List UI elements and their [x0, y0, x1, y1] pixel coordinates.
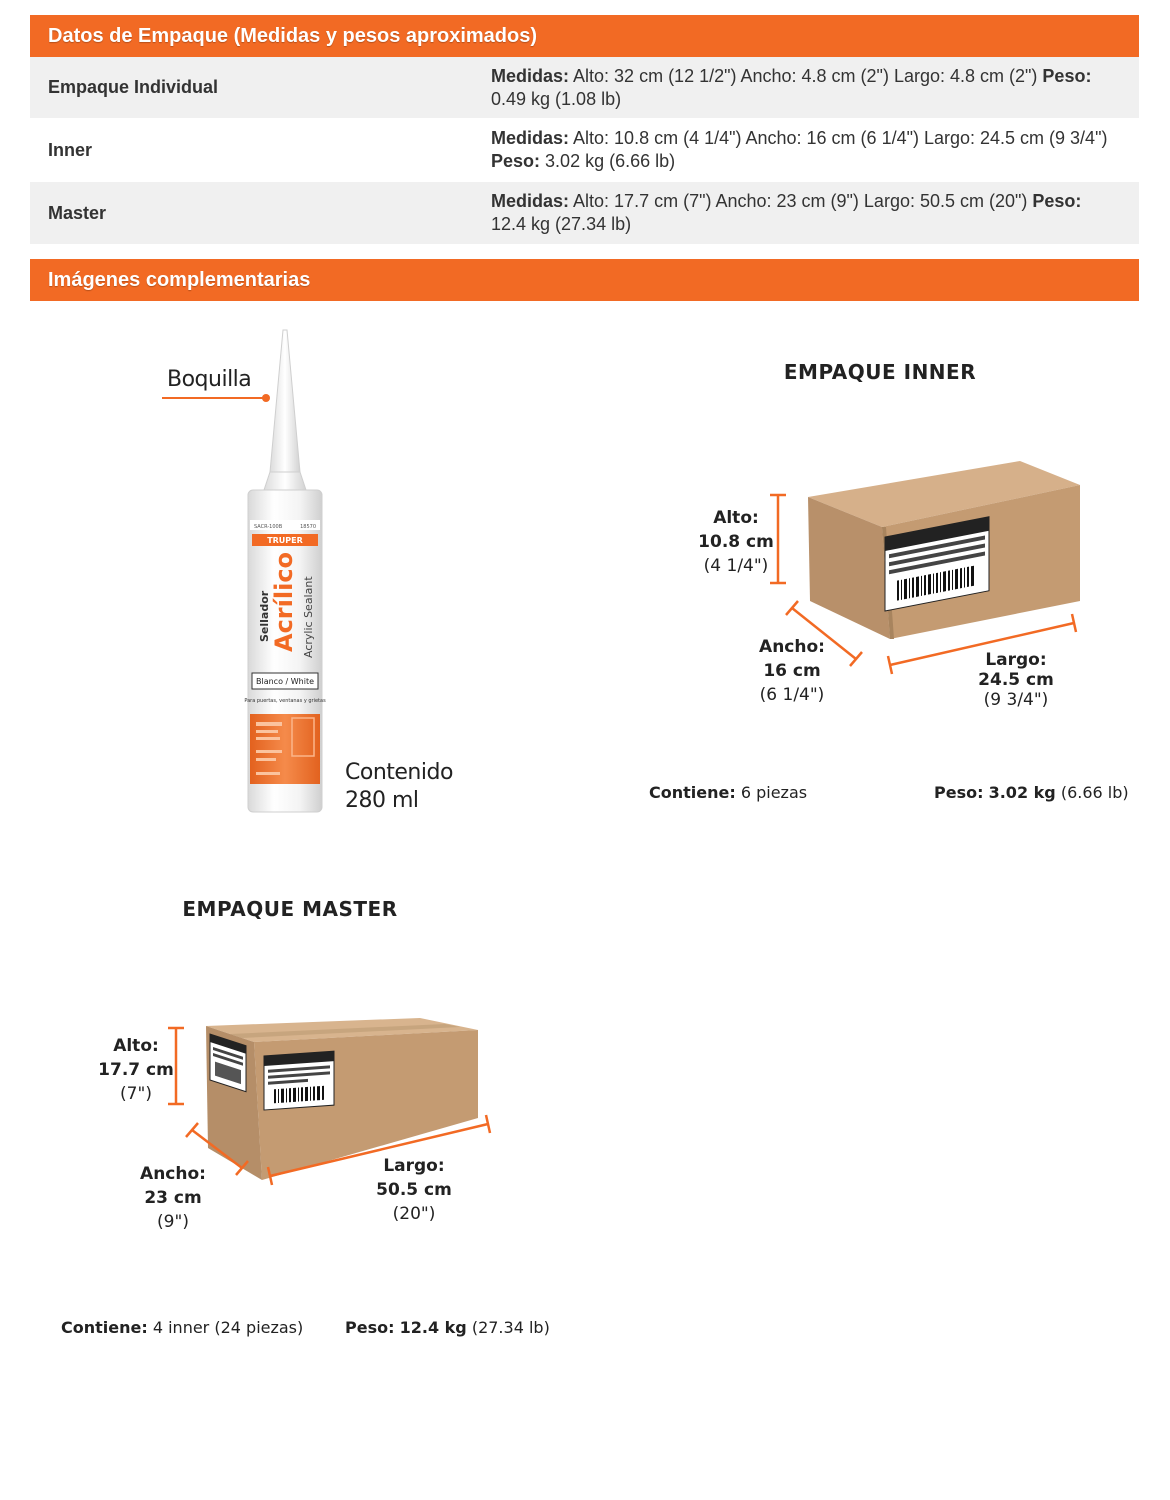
brand-logo-text: TRUPER: [267, 536, 303, 545]
inner-contains: [649, 783, 807, 802]
inner-ancho-label: [742, 635, 842, 707]
master-alto-inches: (7"): [120, 1084, 152, 1104]
inner-alto-label: [686, 506, 786, 578]
inner-contains-label: Contiene:: [649, 783, 736, 802]
inner-largo-label: [956, 650, 1076, 710]
measures-label: Medidas:: [491, 191, 570, 211]
inner-alto-value: 10.8 cm: [698, 532, 774, 552]
master-contains-label: Contiene:: [61, 1318, 148, 1337]
master-alto-label: [86, 1034, 186, 1106]
row-value: [473, 182, 1139, 244]
master-alto-value: 17.7 cm: [98, 1060, 174, 1080]
weight-value: 0.49 kg (1.08 lb): [491, 88, 622, 109]
inner-largo-value: 24.5 cm: [978, 670, 1054, 690]
weight-value: 3.02 kg (6.66 lb): [545, 151, 676, 171]
usage-text: Para puertas, ventanas y grietas: [244, 698, 326, 704]
master-weight-lb: (27.34 lb): [471, 1318, 550, 1337]
master-alto-title: Alto:: [113, 1036, 159, 1056]
inner-contains-value: 6 piezas: [740, 783, 808, 802]
inner-alto-inches: (4 1/4"): [703, 556, 769, 576]
row-value: [473, 118, 1139, 182]
measures-label: Medidas:: [491, 65, 570, 86]
master-largo-inches: (20"): [392, 1204, 436, 1224]
row-label: Inner: [30, 118, 473, 182]
inner-title: EMPAQUE INNER: [783, 360, 977, 384]
images-header: Imágenes complementarias: [30, 259, 1139, 301]
inner-weight-lb: (6.66 lb): [1060, 783, 1129, 802]
inner-weight-label: Peso:: [934, 783, 984, 802]
master-largo-value: 50.5 cm: [376, 1180, 452, 1200]
measures-value: Alto: 17.7 cm (7") Ancho: 23 cm (9") Largo: 50.5 cm (20"): [573, 191, 1028, 211]
master-ancho-inches: (9"): [157, 1212, 189, 1232]
measures-value: Alto: 32 cm (12 1/2") Ancho: 4.8 cm (2") Largo: 4.8 cm (2"): [573, 65, 1038, 86]
product-line1: Sellador: [258, 590, 271, 642]
master-contains: [61, 1318, 303, 1337]
weight-label: Peso:: [491, 151, 541, 171]
code-text: 18570: [300, 524, 316, 530]
row-label: Empaque Individual: [30, 57, 473, 118]
master-contains-value: 4 inner (24 piezas): [152, 1318, 304, 1337]
row-value: [473, 57, 1139, 118]
packaging-header: Datos de Empaque (Medidas y pesos aproximados): [30, 15, 1139, 57]
master-ancho-label: [123, 1162, 223, 1234]
measures-value: Alto: 10.8 cm (4 1/4") Ancho: 16 cm (6 1/4") Largo: 24.5 cm (9 3/4"): [573, 128, 1108, 148]
product-image: [160, 322, 460, 822]
content-label: [345, 759, 453, 815]
inner-weight-value: 3.02 kg: [988, 783, 1056, 802]
master-weight-label: Peso:: [345, 1318, 395, 1337]
master-weight-value: 12.4 kg: [399, 1318, 467, 1337]
master-ancho-value: 23 cm: [144, 1188, 202, 1208]
weight-label: Peso:: [1032, 191, 1082, 211]
weight-value: 12.4 kg (27.34 lb): [491, 214, 632, 234]
content-value: 280 ml: [345, 788, 419, 813]
master-weight: [345, 1318, 550, 1337]
row-label: Master: [30, 182, 473, 244]
packaging-table: [30, 57, 1139, 244]
table-row: [30, 118, 1139, 182]
master-ancho-title: Ancho:: [140, 1164, 206, 1184]
inner-ancho-inches: (6 1/4"): [759, 685, 825, 705]
inner-largo-title: Largo:: [985, 650, 1047, 670]
nozzle-label: Boquilla: [167, 367, 252, 392]
master-largo-label: [364, 1154, 464, 1226]
product-line2: Acrílico: [270, 551, 298, 652]
weight-label: Peso:: [1042, 65, 1092, 86]
master-title: EMPAQUE MASTER: [182, 897, 398, 921]
inner-ancho-value: 16 cm: [763, 661, 821, 681]
table-row: [30, 57, 1139, 118]
inner-ancho-title: Ancho:: [759, 637, 825, 657]
sealant-cartridge-illustration: [160, 322, 460, 822]
inner-largo-inches: (9 3/4"): [983, 690, 1049, 710]
sku-text: SACR-100B: [254, 524, 283, 530]
measures-label: Medidas:: [491, 128, 570, 148]
color-label: Blanco / White: [255, 677, 315, 686]
content-label-text: Contenido: [345, 760, 453, 785]
inner-weight: [934, 783, 1129, 802]
master-largo-title: Largo:: [383, 1156, 445, 1176]
table-row: [30, 182, 1139, 244]
product-line3: Acrylic Sealant: [302, 576, 315, 658]
inner-alto-title: Alto:: [713, 508, 759, 528]
